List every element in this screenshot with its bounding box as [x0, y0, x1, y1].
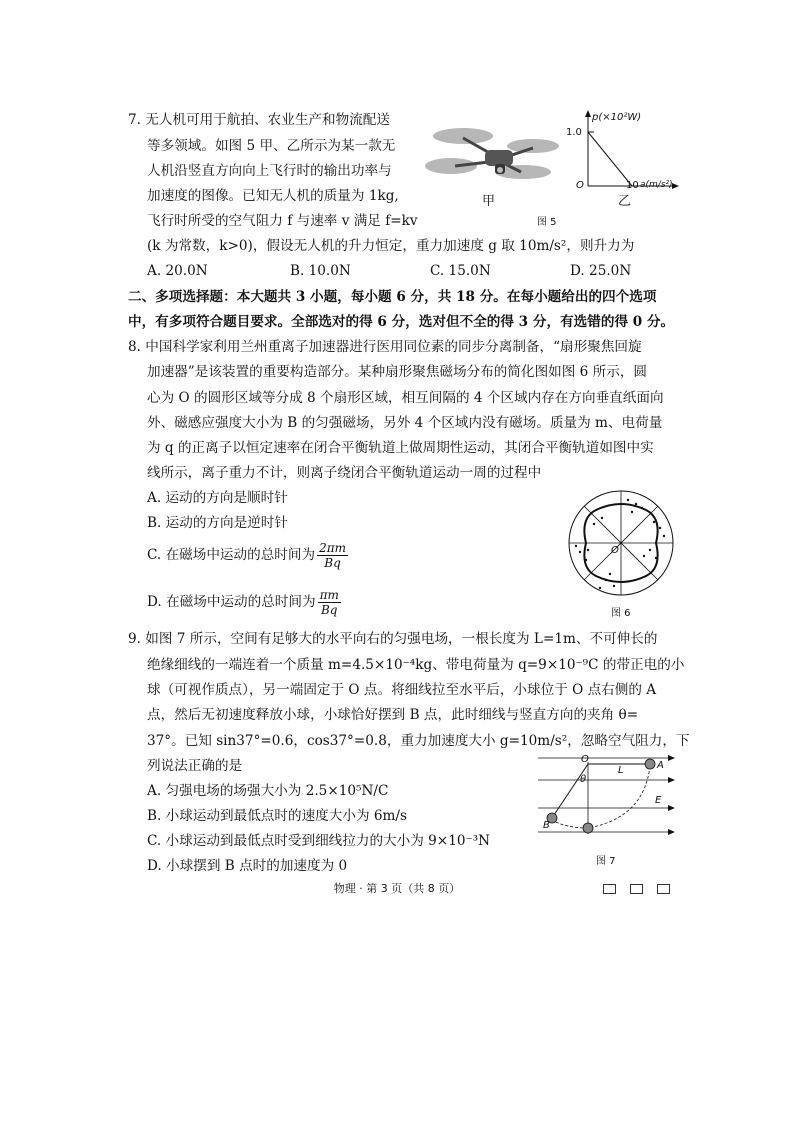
fig7-label-theta: θ	[580, 774, 587, 785]
q8-option-d-text: D. 在磁场中运动的总时间为	[147, 594, 316, 610]
q7-option-c[interactable]: C. 15.0N	[430, 263, 491, 279]
q7-option-b[interactable]: B. 10.0N	[290, 263, 351, 279]
q8-option-b[interactable]: B. 运动的方向是逆时针	[147, 515, 288, 531]
page-footer: 物理 · 第 3 页（共 8 页）	[333, 882, 461, 895]
graph-xtick: 10	[626, 180, 639, 191]
footer-box-1	[603, 884, 616, 894]
q7-line-3: 人机沿竖直方向向上飞行时的输出功率与	[147, 163, 392, 179]
q8-option-c-text: C. 在磁场中运动的总时间为	[147, 547, 316, 563]
fig7-caption: 图 7	[596, 856, 616, 867]
q9-option-d[interactable]: D. 小球摆到 B 点时的加速度为 0	[147, 858, 348, 874]
drone-figure	[425, 118, 560, 198]
q8-line-3: 心为 O 的圆形区域等分成 8 个扇形区域，相互间隔的 4 个区域内存在方向垂直纸面向	[147, 390, 664, 406]
q7-line-4: 加速度的图像。已知无人机的质量为 1kg,	[147, 188, 399, 204]
q8-option-c[interactable]	[147, 541, 348, 570]
footer-box-3	[657, 884, 670, 894]
section2-line-1: 二、多项选择题：本大题共 3 小题，每小题 6 分，共 18 分。在每小题给出的四个选项	[128, 289, 657, 305]
footer-box-2	[630, 884, 643, 894]
q7-line-6: (k 为常数，k>0)，假设无人机的升力恒定，重力加速度 g 取 10m/s²，则升力为	[147, 238, 635, 254]
q7-line-2: 等多领域。如图 5 甲、乙所示为某一款无	[147, 138, 396, 154]
q9-option-c[interactable]: C. 小球运动到最低点时受到细线拉力的大小为 9×10⁻³N	[147, 833, 491, 849]
graph-ylabel: p(×10²W)	[592, 112, 642, 123]
q9-option-b[interactable]: B. 小球运动到最低点时的速度大小为 6m/s	[147, 808, 407, 824]
section2-line-2: 中，有多项符合题目要求。全部选对的得 6 分，选对但不全的得 3 分，有选错的得 0 分。	[128, 314, 675, 330]
q9-line-2: 绝缘细线的一端连着一个质量 m=4.5×10⁻⁴kg、带电荷量为 q=9×10⁻⁹C 的带正电的小	[147, 657, 685, 673]
q9-line-1: 9. 如图 7 所示，空间有足够大的水平向右的匀强电场，一根长度为 L=1m、不可伸长的	[128, 631, 658, 647]
fig5-caption: 图 5	[537, 217, 557, 228]
q8-line-5: 为 q 的正离子以恒定速率在闭合平衡轨道上做周期性运动，其闭合平衡轨道如图中实	[147, 440, 654, 456]
graph-xlabel: a(m/s²)	[640, 180, 673, 190]
fig7-label-a: A	[657, 760, 664, 771]
q9-line-5: 37°。已知 sin37°=0.6，cos37°=0.8，重力加速度大小 g=10m/s²，忽略空气阻力，下	[147, 733, 690, 749]
fig7-label-o: O	[581, 754, 589, 765]
q8-option-a[interactable]: A. 运动的方向是顺时针	[147, 490, 288, 506]
fig7-label-b: B	[543, 820, 550, 831]
q8-line-2: 加速器”是该装置的重要构造部分。某种扇形聚焦磁场分布的简化图如图 6 所示，圆	[147, 364, 648, 380]
q7-line-5: 飞行时所受的空气阻力 f 与速率 v 满足 f=kv	[147, 213, 418, 229]
sector-magnetic-field-figure	[566, 488, 676, 598]
q9-line-4: 点，然后无初速度释放小球，小球恰好摆到 B 点，此时细线与竖直方向的夹角 θ=	[147, 707, 639, 723]
fig6-center-label: O	[611, 545, 619, 556]
q8-line-4: 外、磁感应强度大小为 B 的匀强磁场，另外 4 个区域内没有磁场。质量为 m、电荷量	[147, 415, 663, 431]
fig6-caption: 图 6	[611, 608, 631, 619]
q9-option-a[interactable]: A. 匀强电场的场强大小为 2.5×10⁵N/C	[147, 783, 389, 799]
q8-line-1: 8. 中国科学家利用兰州重离子加速器进行医用同位素的同步分离制备，“扇形聚焦回旋	[128, 339, 642, 355]
graph-ytick: 1.0	[566, 127, 582, 138]
q9-line-3: 球（可视作质点），另一端固定于 O 点。将细线拉至水平后，小球位于 O 点右侧的 A	[147, 682, 657, 698]
q7-line-1: 7. 无人机可用于航拍、农业生产和物流配送	[128, 112, 390, 128]
q7-option-a[interactable]: A. 20.0N	[147, 263, 208, 279]
q7-option-d[interactable]: D. 25.0N	[570, 263, 632, 279]
q8-option-c-fraction: $\frac{2\pi m}{Bq}$	[319, 541, 346, 570]
q9-line-6: 列说法正确的是	[147, 758, 243, 774]
fig7-label-e: E	[655, 795, 662, 806]
fig5-label-jia: 甲	[482, 194, 496, 209]
fig5-label-yi: 乙	[618, 194, 632, 209]
q8-option-d[interactable]	[147, 588, 341, 617]
fig7-label-l: L	[618, 765, 624, 776]
q8-option-d-fraction: $\frac{\pi m}{Bq}$	[319, 588, 339, 617]
q8-line-6: 线所示，离子重力不计，则离子绕闭合平衡轨道运动一周的过程中	[147, 465, 542, 481]
graph-origin: O	[576, 180, 584, 191]
